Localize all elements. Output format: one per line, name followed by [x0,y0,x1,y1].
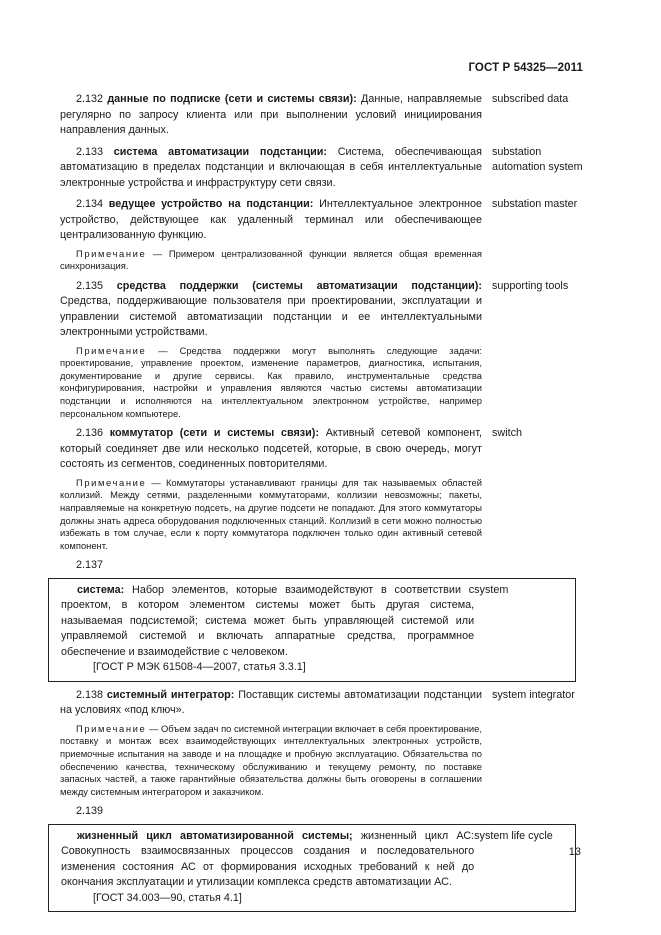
entry-english-term: substation automation system [492,145,583,173]
entry-english-term: subscribed data [492,93,569,105]
entry-note [60,345,482,421]
document-standard-header: ГОСТ Р 54325—2011 [468,62,583,74]
entry-russian-text [60,197,482,244]
entry-number: 2.138 [76,688,104,701]
glossary-entry [60,92,590,139]
note-label: Примечание [76,247,147,259]
note-label: Примечание [76,476,147,488]
entry-definition: жизненный цикл АС: Совокупность взаимосвязанных процессов создания и последовательного изменения состояния АС от формирования исходных требований к ней до окончания эксплуатации и утилизации комплекса средств автоматизации АС. [61,829,475,889]
entry-russian-text [60,426,482,473]
note-text: — Объем задач по системной интеграции включает в себя проектирование, поставку и монтаж всех взаимодействующих интеллектуальных электронных устройств, приемочные испытания на заводе и на площадке и пробную эксплуатацию. Обязательства по обеспечению качества, техническому обслуживанию и текущему ремонту, по поставке запасных частей, а также гарантийные обязательства должны быть оговорены в соглашении между системным интегратором и заказчиком. [60,722,482,797]
glossary-entry [60,426,590,473]
entry-russian-text [60,92,482,139]
glossary-entry [61,829,571,907]
entry-number: 2.135 [76,279,104,292]
entry-number: 2.134 [76,198,104,210]
note-text: — Коммутаторы устанавливают границы для так называемых областей коллизий. Между сетями, разделенными коммутаторами, коллизии невозможны; пакеты, направляемые на конкретную подсеть, на другие подсети не попадают. Для этого коммутаторы должны знать адреса оборудования подключенных станций. Коллизий в сети можно полностью избежать в том случае, если к порту коммутатора подключен только один активный сетевой компонент. [60,476,483,551]
entry-term: ведущее устройство на подстанции: [108,198,314,210]
entry-definition: Поставщик системы автоматизации подстанции на условиях «под ключ». [60,688,482,717]
entry-note [60,248,482,273]
entry-note [60,723,482,799]
entry-russian-text [60,145,482,192]
entry-number: 2.132 [76,93,104,105]
entry-english-term: system [474,583,509,596]
entry-term: данные по подписке (сети и системы связи): [107,93,357,105]
entry-term: системный интегратор: [106,688,235,701]
entry-note [60,477,482,553]
entry-english-term: substation master [492,198,578,210]
glossary-entry [60,279,590,341]
boxed-entry [48,824,576,913]
note-text: — Средства поддержки могут выполнять следующие задачи: проектирование, управление проектом, изменение параметров, диагностика, испытания, документирование и другие сервисы. Как правило, инструментальные средства конфигурирования, настройки и управления являются частью системы автоматизации подстанции и исполняются на интеллектуальном электронном устройстве, например персональном компьютере. [60,344,482,419]
entry-term: система автоматизации подстанции: [113,145,327,158]
entry-number: 2.136 [76,427,104,440]
entry-definition: Данные, направляемые регулярно по запросу клиента или при выполнении условий инициирования направления данных. [60,93,482,136]
entry-term: коммутатор (сети и системы связи): [109,427,319,440]
entry-number: 2.139 [76,805,104,818]
boxed-entry [48,578,576,682]
entry-english-term: supporting tools [492,279,569,292]
glossary-entry [60,197,590,244]
note-label: Примечание [76,344,147,356]
entry-number: 2.133 [76,145,104,158]
entry-number: 2.137 [76,559,104,572]
entry-source-reference: [ГОСТ 34.003—90, статья 4.1] [93,891,242,904]
entry-russian-text [61,583,474,676]
entry-russian-text [60,688,482,719]
entry-definition: Средства, поддерживающие пользователя при проектировании, эксплуатации и управлении системой автоматизации подстанции и ее интеллектуальными электронными устройствами. [60,295,482,339]
glossary-entry [60,688,590,719]
entry-russian-text [60,279,482,341]
entry-term: система: [77,583,125,596]
page-number: 13 [568,846,581,858]
glossary-entry [60,145,590,192]
entry-english-term: system life cycle [474,829,553,842]
note-label: Примечание [76,722,147,734]
entry-definition: Интеллектуальное электронное устройство, действующее как удаленный терминал или обеспечивающее централизованную функцию. [60,198,483,241]
entry-russian-text [61,829,474,907]
glossary-content [60,92,590,918]
entry-term: жизненный цикл автоматизированной системы; [77,829,353,842]
entry-definition: Активный сетевой компонент, который соединяет две или несколько подсетей, которые, в свою очередь, могут состоять из сегментов, соединенных повторителями. [60,427,483,471]
note-text: — Примером централизованной функции является общая временная синхронизация. [60,247,483,272]
entry-definition: Система, обеспечивающая автоматизацию в пределах подстанции и включающая в себя интеллектуальные электронные устройства и инфраструктуру сети связи. [60,145,483,189]
glossary-entry [61,583,571,676]
entry-term: средства поддержки (системы автоматизации подстанции): [116,279,482,292]
entry-english-term: switch [492,427,522,440]
entry-source-reference: [ГОСТ Р МЭК 61508-4—2007, статья 3.3.1] [93,661,306,674]
entry-definition: Набор элементов, которые взаимодействуют в соответствии с проектом, в котором элементом системы может быть другая система, называемая подсистемой; система может быть управляющей системой или управляемой системой и включать аппаратные средства, программное обеспечение и взаимодействие с человеком. [61,583,475,658]
entry-english-term: system integrator [492,688,575,701]
